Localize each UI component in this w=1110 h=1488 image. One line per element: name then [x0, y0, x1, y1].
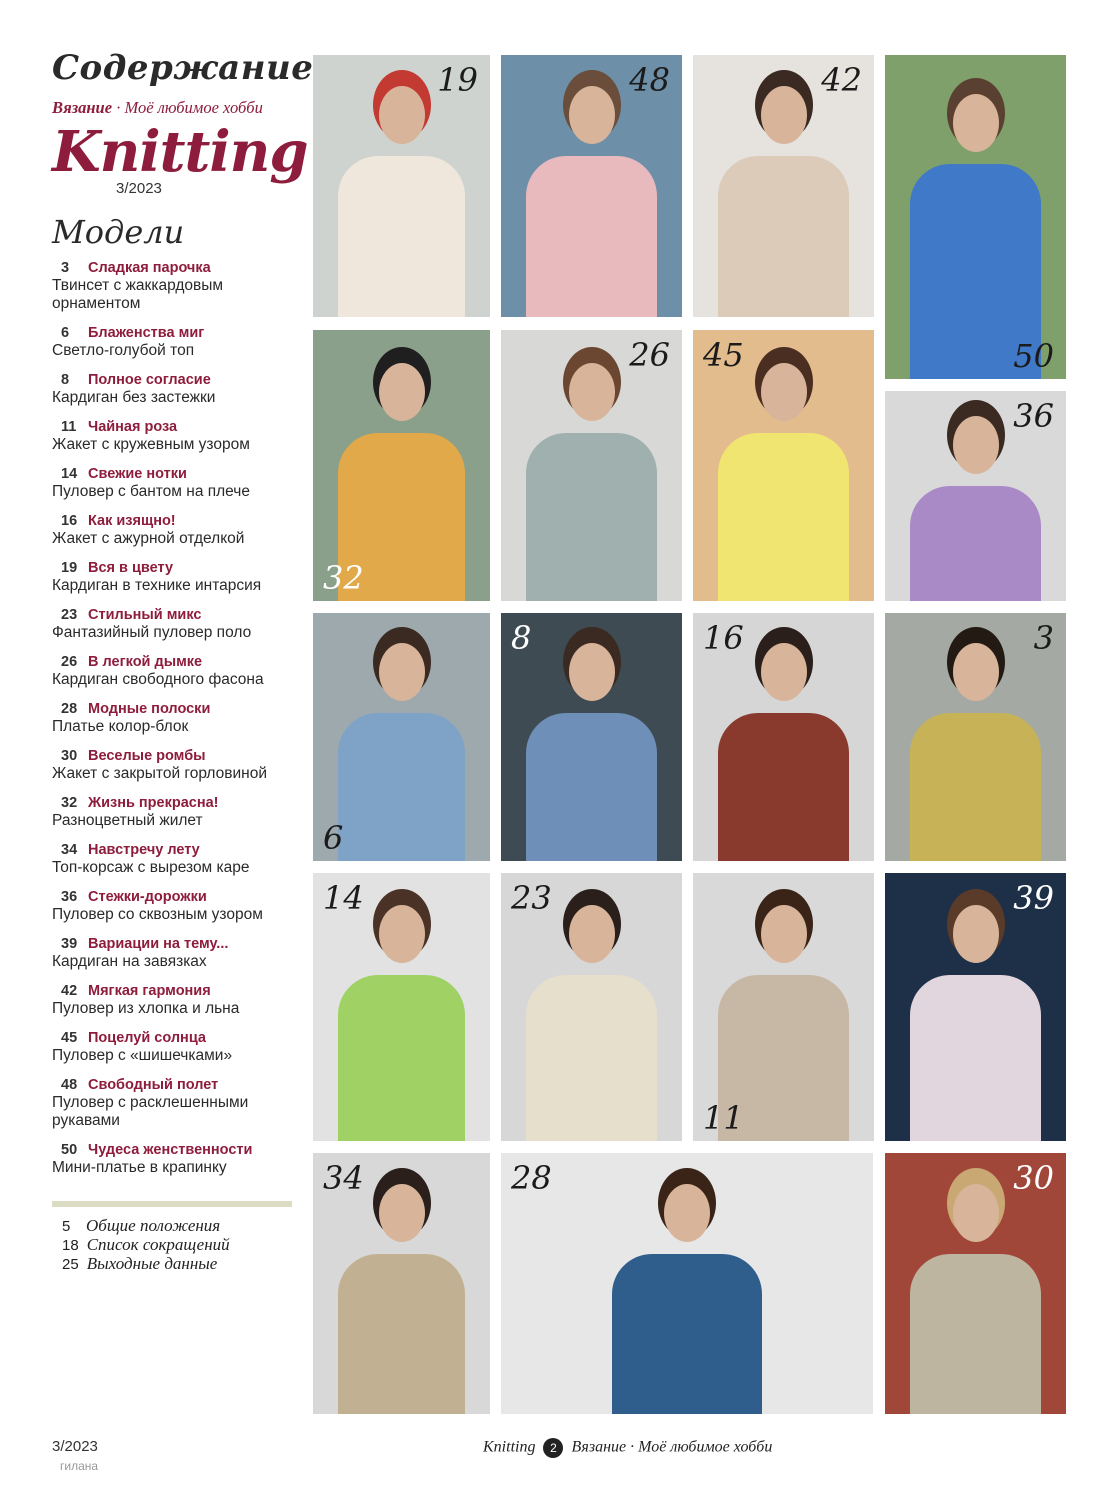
model-photo[interactable] — [693, 873, 874, 1141]
model-photo[interactable] — [885, 55, 1066, 379]
model-heading — [52, 653, 302, 671]
model-page-number: 23 — [61, 607, 78, 623]
model-heading — [52, 371, 302, 389]
model-photo[interactable] — [501, 55, 682, 317]
list-item[interactable] — [52, 935, 302, 971]
photo-page-number: 26 — [629, 336, 670, 374]
list-item[interactable] — [52, 888, 302, 924]
model-description: Кардиган на завязках — [52, 953, 207, 970]
model-photo[interactable] — [885, 391, 1066, 601]
model-heading — [52, 559, 302, 577]
model-figure-garment — [718, 156, 848, 317]
model-title: Мягкая гармония — [88, 983, 211, 999]
model-title: Модные полоски — [88, 701, 211, 717]
model-figure-garment — [526, 975, 656, 1141]
photo-page-number: 32 — [323, 559, 364, 597]
model-figure-head — [569, 363, 615, 421]
photo-page-number: 28 — [511, 1159, 552, 1197]
model-heading — [52, 1076, 302, 1094]
model-photo[interactable] — [885, 873, 1066, 1141]
model-title: Навстречу лету — [88, 842, 200, 858]
model-description: Фантазийный пуловер поло — [52, 624, 252, 641]
model-figure-head — [761, 905, 807, 963]
model-description: Пуловер из хлопка и льна — [52, 1000, 240, 1017]
model-page-number: 6 — [61, 325, 70, 341]
model-figure-garment — [910, 713, 1040, 861]
model-figure-garment — [526, 433, 656, 601]
photo-page-number: 11 — [703, 1099, 744, 1137]
model-description: Жакет с ажурной отделкой — [52, 530, 245, 547]
page-number-badge: 2 — [543, 1438, 563, 1458]
model-heading — [52, 465, 302, 483]
model-description: Жакет с закрытой горловиной — [52, 765, 268, 782]
models-heading: Модели — [52, 213, 185, 251]
model-page-number: 11 — [61, 419, 77, 435]
issue-number: 3/2023 — [116, 180, 162, 197]
extra-item[interactable] — [52, 1217, 302, 1236]
model-figure-head — [761, 86, 807, 144]
list-item[interactable] — [52, 747, 302, 783]
footer-brand — [483, 1438, 772, 1458]
list-item[interactable] — [52, 653, 302, 689]
model-description: Разноцветный жилет — [52, 812, 203, 829]
model-heading — [52, 1141, 302, 1159]
list-item[interactable] — [52, 1029, 302, 1065]
model-page-number: 39 — [61, 936, 78, 952]
model-figure-head — [379, 86, 425, 144]
model-description: Топ-корсаж с вырезом каре — [52, 859, 250, 876]
model-page-number: 48 — [61, 1077, 78, 1093]
model-figure-garment — [612, 1254, 762, 1414]
list-item[interactable] — [52, 259, 302, 313]
model-photo[interactable] — [313, 1153, 490, 1414]
model-title: Чайная роза — [88, 419, 178, 435]
model-page-number: 19 — [61, 560, 78, 576]
model-figure-garment — [338, 975, 465, 1141]
model-title: Стильный микс — [88, 607, 202, 623]
model-figure-head — [953, 643, 999, 701]
list-item[interactable] — [52, 982, 302, 1018]
model-description: Пуловер со сквозным узором — [52, 906, 263, 923]
model-page-number: 3 — [61, 260, 70, 276]
model-page-number: 36 — [61, 889, 78, 905]
model-heading — [52, 700, 302, 718]
model-page-number: 42 — [61, 983, 78, 999]
photo-page-number: 3 — [1033, 619, 1054, 657]
model-heading — [52, 418, 302, 436]
model-figure-garment — [338, 156, 465, 317]
model-description: Твинсет с жаккардовым орнаментом — [52, 277, 224, 312]
model-title: Свободный полет — [88, 1077, 219, 1093]
list-item[interactable] — [52, 700, 302, 736]
photo-page-number: 42 — [821, 61, 862, 99]
model-figure-head — [569, 643, 615, 701]
magazine-subtitle — [52, 98, 302, 118]
model-page-number: 50 — [61, 1142, 78, 1158]
model-page-number: 14 — [61, 466, 78, 482]
photo-page-number: 39 — [1013, 879, 1054, 917]
page-title: Содержание — [52, 48, 314, 88]
footer-issue: 3/2023 — [52, 1438, 98, 1455]
model-description: Кардиган свободного фасона — [52, 671, 264, 688]
photo-page-number: 23 — [511, 879, 552, 917]
model-photo[interactable] — [693, 613, 874, 861]
footer-credit: гилана — [60, 1459, 99, 1473]
model-photo[interactable] — [501, 873, 682, 1141]
extra-label: Выходные данные — [86, 1254, 218, 1273]
model-title: Веселые ромбы — [88, 748, 206, 764]
model-title: Как изящно! — [88, 513, 176, 529]
model-figure-garment — [338, 1254, 465, 1414]
model-photo[interactable] — [693, 55, 874, 317]
photo-page-number: 48 — [629, 61, 670, 99]
list-item[interactable] — [52, 794, 302, 830]
model-heading — [52, 982, 302, 1000]
model-heading — [52, 259, 302, 277]
model-heading — [52, 512, 302, 530]
model-title: В легкой дымке — [88, 654, 203, 670]
list-item[interactable] — [52, 559, 302, 595]
photo-page-number: 6 — [323, 819, 344, 857]
photo-page-number: 34 — [323, 1159, 364, 1197]
model-photo[interactable] — [313, 873, 490, 1141]
subtitle-rest: · Моё любимое хобби — [112, 98, 263, 117]
model-description: Мини-платье в крапинку — [52, 1159, 227, 1176]
extra-item[interactable] — [52, 1236, 302, 1255]
model-figure-head — [953, 1184, 999, 1242]
model-page-number: 8 — [61, 372, 70, 388]
model-figure-head — [761, 643, 807, 701]
list-item[interactable] — [52, 606, 302, 642]
list-item[interactable] — [52, 418, 302, 454]
model-heading — [52, 1029, 302, 1047]
model-title: Чудеса женственности — [88, 1142, 253, 1158]
model-figure-head — [569, 905, 615, 963]
model-page-number: 30 — [61, 748, 78, 764]
photo-page-number: 19 — [437, 61, 478, 99]
model-photo[interactable] — [885, 1153, 1066, 1414]
model-figure-garment — [338, 713, 465, 861]
extra-page-number: 18 — [62, 1237, 79, 1254]
list-item[interactable] — [52, 324, 302, 360]
model-figure-garment — [526, 713, 656, 861]
list-item[interactable] — [52, 1141, 302, 1177]
extra-page-number: 25 — [62, 1256, 79, 1273]
model-figure-garment — [718, 713, 848, 861]
model-photo[interactable] — [501, 330, 682, 601]
model-heading — [52, 324, 302, 342]
model-title: Вариации на тему... — [88, 936, 229, 952]
model-description: Кардиган без застежки — [52, 389, 216, 406]
table-of-contents — [52, 44, 314, 1274]
model-heading — [52, 606, 302, 624]
model-figure-garment — [910, 975, 1040, 1141]
model-photo[interactable] — [693, 330, 874, 601]
model-description: Светло-голубой топ — [52, 342, 195, 359]
model-figure-garment — [718, 433, 848, 601]
model-figure-head — [379, 1184, 425, 1242]
model-photo[interactable] — [501, 1153, 873, 1414]
model-description: Пуловер с расклешенными рукавами — [52, 1094, 249, 1129]
model-heading — [52, 794, 302, 812]
model-page-number: 32 — [61, 795, 78, 811]
model-figure-garment — [910, 486, 1040, 601]
extra-label: Общие положения — [86, 1216, 221, 1235]
model-description: Платье колор-блок — [52, 718, 189, 735]
model-list — [52, 259, 302, 1177]
model-photo[interactable] — [313, 330, 490, 601]
photo-page-number: 50 — [1013, 337, 1054, 375]
model-photo[interactable] — [501, 613, 682, 861]
model-title: Поцелуй солнца — [88, 1030, 206, 1046]
model-description: Жакет с кружевным узором — [52, 436, 250, 453]
model-page-number: 26 — [61, 654, 78, 670]
extra-page-number: 5 — [62, 1218, 71, 1235]
model-photo[interactable] — [313, 613, 490, 861]
model-page-number: 28 — [61, 701, 78, 717]
model-title: Полное согласие — [88, 372, 211, 388]
extras-list — [52, 1217, 302, 1274]
model-figure-garment — [910, 1254, 1040, 1414]
list-item[interactable] — [52, 512, 302, 548]
list-item[interactable] — [52, 841, 302, 877]
model-heading — [52, 747, 302, 765]
model-title: Стежки-дорожки — [88, 889, 207, 905]
list-item[interactable] — [52, 371, 302, 407]
model-description: Пуловер с бантом на плече — [52, 483, 250, 500]
model-photo[interactable] — [885, 613, 1066, 861]
model-description: Пуловер с «шишечками» — [52, 1047, 233, 1064]
photo-page-number: 16 — [703, 619, 744, 657]
model-figure-head — [953, 94, 999, 152]
model-figure-head — [379, 363, 425, 421]
model-page-number: 16 — [61, 513, 78, 529]
model-title: Вся в цвету — [88, 560, 174, 576]
list-item[interactable] — [52, 1076, 302, 1130]
model-figure-garment — [526, 156, 656, 317]
model-heading — [52, 841, 302, 859]
model-figure-head — [664, 1184, 710, 1242]
model-page-number: 34 — [61, 842, 78, 858]
model-title: Сладкая парочка — [88, 260, 211, 276]
model-title: Жизнь прекрасна! — [88, 795, 219, 811]
model-figure-head — [569, 86, 615, 144]
photo-page-number: 14 — [323, 879, 364, 917]
footer-magazine-name: Вязание · Моё любимое хобби — [571, 1438, 773, 1456]
photo-page-number: 8 — [511, 619, 532, 657]
model-page-number: 45 — [61, 1030, 78, 1046]
photo-page-number: 36 — [1013, 397, 1054, 435]
model-figure-head — [379, 643, 425, 701]
extra-item[interactable] — [52, 1255, 302, 1274]
model-photo[interactable] — [313, 55, 490, 317]
model-description: Кардиган в технике интарсия — [52, 577, 262, 594]
model-title: Блаженства миг — [88, 325, 205, 341]
subtitle-bold: Вязание — [52, 98, 113, 117]
photo-page-number: 45 — [703, 336, 744, 374]
list-item[interactable] — [52, 465, 302, 501]
footer-brand-name: Knitting — [483, 1438, 536, 1456]
extra-label: Список сокращений — [86, 1235, 230, 1254]
divider — [52, 1201, 292, 1207]
model-figure-head — [953, 416, 999, 474]
model-figure-head — [953, 905, 999, 963]
model-title: Свежие нотки — [88, 466, 187, 482]
knitting-logo: Knitting — [52, 119, 308, 185]
model-heading — [52, 935, 302, 953]
model-heading — [52, 888, 302, 906]
model-figure-head — [761, 363, 807, 421]
model-figure-head — [379, 905, 425, 963]
photo-page-number: 30 — [1013, 1159, 1054, 1197]
